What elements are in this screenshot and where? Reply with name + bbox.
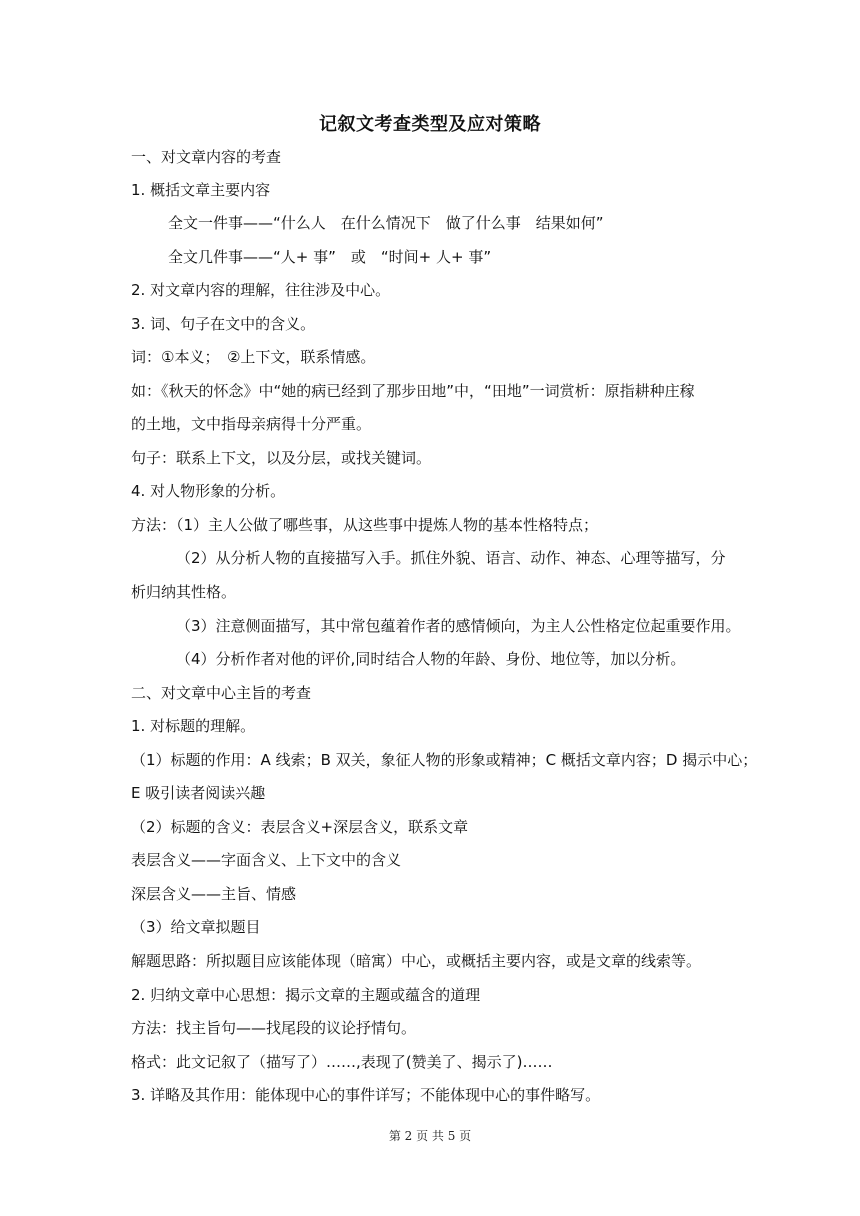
subheading-1-1: 1. 概括文章主要内容	[131, 181, 271, 199]
subheading-2-2: 2. 归纳文章中心思想：揭示文章的主题或蕴含的道理	[131, 986, 481, 1004]
section-heading-2: 二、对文章中心主旨的考查	[131, 684, 312, 702]
subheading-1-3: 3. 词、句子在文中的含义。	[131, 315, 316, 333]
text-line: （3）给文章拟题目	[131, 918, 261, 936]
text-line: 如：《秋天的怀念》中“她的病已经到了那步田地”中，“田地”一词赏析：原指耕种庄稼	[131, 382, 695, 400]
subheading-2-3: 3. 详略及其作用：能体现中心的事件详写；不能体现中心的事件略写。	[131, 1086, 601, 1104]
document-title: 记叙文考查类型及应对策略	[319, 114, 541, 135]
text-line: 的土地，文中指母亲病得十分严重。	[131, 415, 372, 433]
subheading-1-4: 4. 对人物形象的分析。	[131, 482, 286, 500]
text-line: （1）标题的作用：A 线索；B 双关，象征人物的形象或精神；C 概括文章内容；D 揭示中心；	[131, 751, 758, 769]
subheading-2-1: 1. 对标题的理解。	[131, 717, 256, 735]
page-footer: 第 2 页 共 5 页	[388, 1129, 472, 1143]
text-line: 方法：（1）主人公做了哪些事，从这些事中提炼人物的基本性格特点；	[131, 516, 599, 534]
text-line: （2）从分析人物的直接描写入手。抓住外貌、语言、动作、神态、心理等描写，分	[176, 549, 726, 567]
text-line: （2）标题的含义：表层含义+深层含义，联系文章	[131, 818, 469, 836]
text-line: （3）注意侧面描写，其中常包蕴着作者的感情倾向，为主人公性格定位起重要作用。	[176, 617, 741, 635]
text-line: 全文一件事——“什么人 在什么情况下 做了什么事 结果如何”	[168, 214, 604, 232]
text-line: 方法：找主旨句——找尾段的议论抒情句。	[131, 1019, 417, 1037]
text-line: 表层含义——字面含义、上下文中的含义	[131, 851, 402, 869]
subheading-1-2: 2. 对文章内容的理解，往往涉及中心。	[131, 281, 391, 299]
text-line: 全文几件事——“人+ 事” 或 “时间+ 人+ 事”	[168, 248, 492, 266]
text-line: 深层含义——主旨、情感	[131, 885, 297, 903]
text-line: 句子：联系上下文，以及分层，或找关键词。	[131, 449, 432, 467]
section-heading-1: 一、对文章内容的考查	[131, 148, 282, 166]
text-line: （4）分析作者对他的评价,同时结合人物的年龄、身份、地位等，加以分析。	[176, 650, 686, 668]
text-line: 析归纳其性格。	[131, 583, 237, 601]
text-line: 格式：此文记叙了（描写了）……,表现了(赞美了、揭示了)……	[131, 1053, 553, 1071]
text-line: 解题思路：所拟题目应该能体现（暗寓）中心，或概括主要内容，或是文章的线索等。	[131, 952, 702, 970]
text-line: E 吸引读者阅读兴趣	[131, 784, 266, 802]
text-line: 词：①本义； ②上下文，联系情感。	[131, 348, 376, 366]
